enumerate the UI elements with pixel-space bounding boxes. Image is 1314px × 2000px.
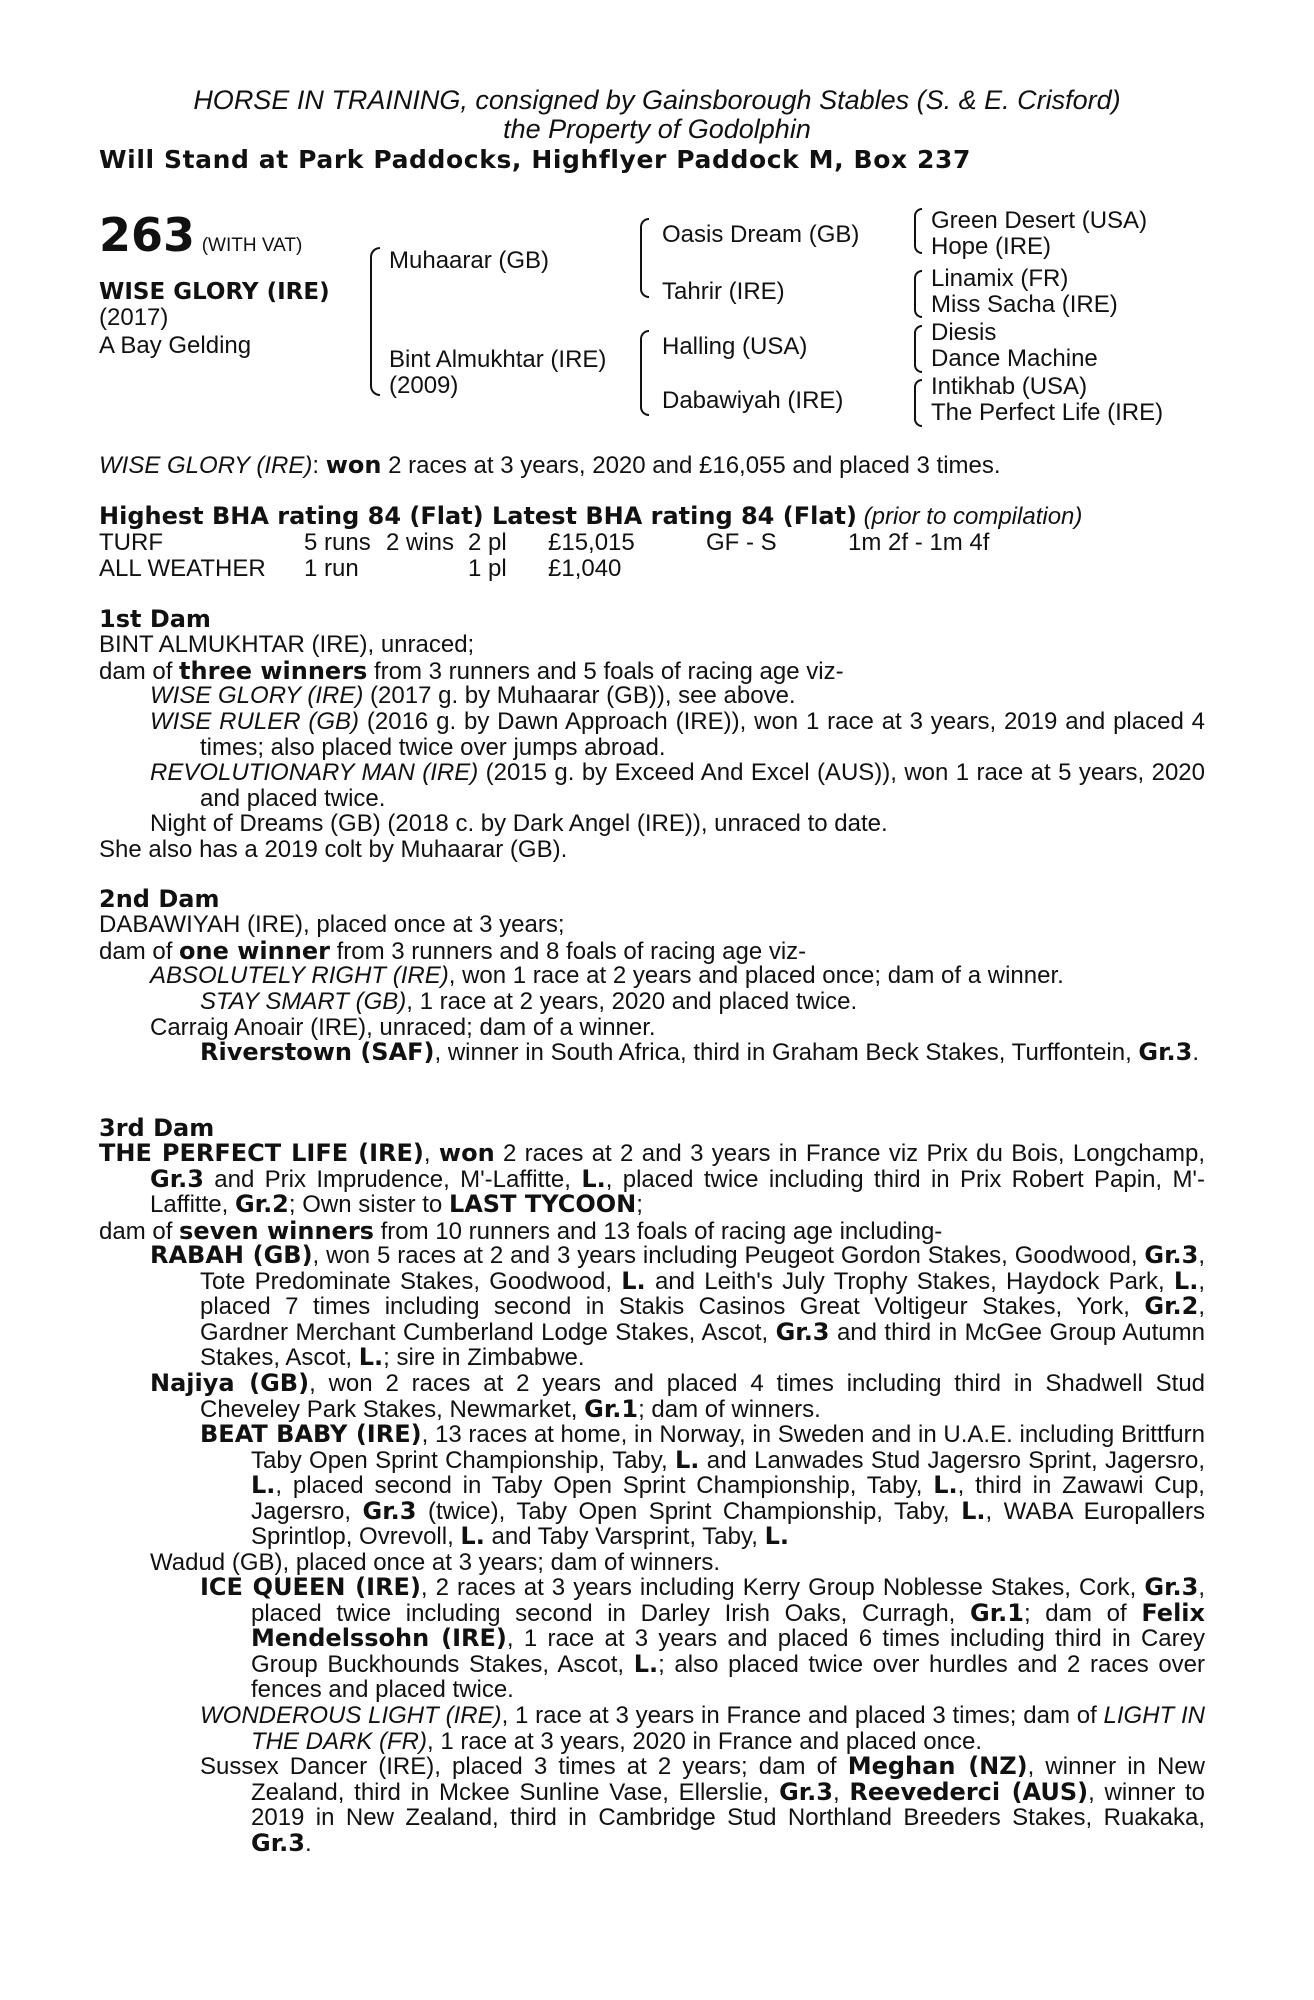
dam2-produce-1: ABSOLUTELY RIGHT (IRE), won 1 race at 2 years and placed once; dam of a winner.	[150, 962, 1064, 989]
pedigree-dam: Bint Almukhtar (IRE)	[389, 346, 607, 373]
pedigree-dam-year: (2009)	[389, 372, 459, 399]
dam3-produce-beat-baby: BEAT BABY (IRE), 13 races at home, in Norway, in Sweden and in U.A.E. including Brittfurn Taby Open Sprint Championship, Taby, L. and Lanwades Stud Jagersro Sprint, Jagersro, L., placed second in Taby Open Sprint Championship, Taby, L., third in Zawawi Cup, Jagersro, Gr.3 (twice), Taby Open Sprint Championship, Taby, L., WABA Europallers Sprintlop, Ovrevoll, L. and Taby Varsprint, Taby, L.	[200, 1420, 1206, 1550]
horse-name: WISE GLORY (IRE)	[99, 279, 330, 305]
stats-turf-wins: 2 wins	[386, 529, 455, 556]
rating-text: Highest BHA rating 84 (Flat) Latest BHA rating 84 (Flat)	[99, 502, 857, 530]
dam3-record: THE PERFECT LIFE (IRE), won 2 races at 2 and 3 years in France viz Prix du Bois, Longchamp, Gr.3 and Prix Imprudence, M'-Laffitte, L., placed twice including third in Prix Robert Papin, M'-Laffitte, Gr.2; Own sister to LAST TYCOON;	[99, 1139, 1206, 1218]
dam3-produce-wonderous-light: WONDEROUS LIGHT (IRE), 1 race at 3 years in France and placed 3 times; dam of LIGHT IN THE DARK (FR), 1 race at 3 years, 2020 in France and placed once.	[200, 1702, 1205, 1755]
summary-horse-name: WISE GLORY (IRE)	[99, 452, 313, 479]
pedigree-sire-dam: Tahrir (IRE)	[662, 278, 785, 305]
header-consignor: HORSE IN TRAINING, consigned by Gainsborough Stables (S. & E. Crisford)	[193, 85, 1121, 115]
stats-aw-runs: 1 run	[304, 555, 359, 582]
pedigree-bracket-1	[914, 208, 922, 254]
lot-block	[99, 210, 302, 260]
dam1-produce-5: She also has a 2019 colt by Muhaarar (GB).	[99, 836, 568, 863]
bha-rating	[99, 503, 1082, 530]
stats-turf-distance: 1m 2f - 1m 4f	[848, 529, 990, 556]
stats-turf-going: GF - S	[706, 529, 777, 556]
dam1-heading: 1st Dam	[99, 605, 211, 633]
race-summary: WISE GLORY (IRE): won 2 races at 3 years, 2020 and £16,055 and placed 3 times.	[99, 451, 1001, 479]
header-location: Will Stand at Park Paddocks, Highflyer Paddock M, Box 237	[99, 145, 972, 174]
pedigree-ggs-6: Dance Machine	[931, 345, 1098, 372]
pedigree-bracket-2	[914, 270, 922, 318]
dam2-heading: 2nd Dam	[99, 885, 220, 913]
dam3-produce-ice-queen: ICE QUEEN (IRE), 2 races at 3 years including Kerry Group Noblesse Stakes, Cork, Gr.3, placed twice including second in Darley Irish Oaks, Curragh, Gr.1; dam of Felix Mendelssohn (IRE), 1 race at 3 years and placed 6 times including third in Carey Group Buckhounds Stakes, Ascot, L.; also placed twice over hurdles and 2 races over fences and placed twice.	[200, 1573, 1206, 1703]
horse-year: (2017)	[99, 304, 169, 331]
pedigree-ggs-1: Green Desert (USA)	[931, 207, 1148, 234]
stats-turf-earnings: £15,015	[548, 529, 635, 556]
pedigree-ggs-3: Linamix (FR)	[931, 265, 1069, 292]
dam3-produce-najiya: Najiya (GB), won 2 races at 2 years and placed 4 times including third in Shadwell Stud Cheveley Park Stakes, Newmarket, Gr.1; dam of winners.	[150, 1369, 1206, 1423]
dam2-produce-2: STAY SMART (GB), 1 race at 2 years, 2020 and placed twice.	[200, 988, 858, 1015]
stats-turf-surface: TURF	[99, 529, 163, 556]
pedigree-ggs-2: Hope (IRE)	[931, 233, 1052, 260]
pedigree-ggs-4: Miss Sacha (IRE)	[931, 291, 1118, 318]
rating-note: (prior to compilation)	[856, 503, 1083, 530]
pedigree-dam-sire: Halling (USA)	[662, 333, 808, 360]
lot-vat: (WITH VAT)	[201, 235, 303, 256]
pedigree-ggs-7: Intikhab (USA)	[931, 373, 1088, 400]
stats-aw-earnings: £1,040	[548, 555, 622, 582]
dam3-produce-sussex-dancer: Sussex Dancer (IRE), placed 3 times at 2 years; dam of Meghan (NZ), winner in New Zealand, third in Mckee Sunline Vase, Ellerslie, Gr.3, Reevederci (AUS), winner to 2019 in New Zealand, third in Cambridge Stud Northland Breeders Stakes, Ruakaka, Gr.3.	[200, 1752, 1206, 1857]
dam1-produce-4: Night of Dreams (GB) (2018 c. by Dark Angel (IRE)), unraced to date.	[150, 810, 888, 837]
stats-aw-surface: ALL WEATHER	[99, 555, 266, 582]
dam1-line2: dam of three winners from 3 runners and 5 foals of racing age viz-	[99, 657, 844, 685]
stats-turf-runs: 5 runs	[304, 529, 371, 556]
pedigree-bracket-main	[370, 247, 380, 396]
stats-aw-placed: 1 pl	[468, 555, 507, 582]
dam2-produce-3: Carraig Anoair (IRE), unraced; dam of a winner.	[150, 1014, 656, 1041]
lot-number: 263	[99, 208, 196, 262]
pedigree-ggs-8: The Perfect Life (IRE)	[931, 399, 1164, 426]
dam3-produce-summary: dam of seven winners from 10 runners and 13 foals of racing age including-	[99, 1217, 943, 1245]
dam3-produce-wadud: Wadud (GB), placed once at 3 years; dam of winners.	[150, 1549, 721, 1576]
pedigree-sire-sire: Oasis Dream (GB)	[662, 221, 860, 248]
dam2-line2: dam of one winner from 3 runners and 8 foals of racing age viz-	[99, 937, 807, 965]
pedigree-sire: Muhaarar (GB)	[389, 247, 550, 274]
pedigree-ggs-5: Diesis	[931, 319, 997, 346]
dam1-line1: BINT ALMUKHTAR (IRE), unraced;	[99, 631, 475, 658]
dam1-produce-3: REVOLUTIONARY MAN (IRE) (2015 g. by Exceed And Excel (AUS)), won 1 race at 5 years, 2020 and placed twice.	[150, 759, 1205, 812]
dam3-heading: 3rd Dam	[99, 1114, 215, 1142]
dam2-produce-4: Riverstown (SAF), winner in South Africa, third in Graham Beck Stakes, Turffontein, Gr.3.	[200, 1038, 1200, 1066]
summary-won: won	[325, 451, 382, 479]
pedigree-bracket-3	[914, 325, 922, 373]
stats-turf-placed: 2 pl	[468, 529, 507, 556]
dam3-produce-rabah: RABAH (GB), won 5 races at 2 and 3 years including Peugeot Gordon Stakes, Goodwood, Gr.3, Tote Predominate Stakes, Goodwood, L. and Leith's July Trophy Stakes, Haydock Park, L., placed 7 times including second in Stakis Casinos Great Voltigeur Stakes, York, Gr.2, Gardner Merchant Cumberland Lodge Stakes, Ascot, Gr.3 and third in McGee Group Autumn Stakes, Ascot, L.; sire in Zimbabwe.	[150, 1241, 1206, 1371]
header-property: the Property of Godolphin	[503, 114, 811, 144]
pedigree-bracket-4	[914, 379, 922, 427]
dam1-produce-2: WISE RULER (GB) (2016 g. by Dawn Approach (IRE)), won 1 race at 3 years, 2019 and placed 4 times; also placed twice over jumps abroad.	[150, 708, 1205, 761]
dam2-line1: DABAWIYAH (IRE), placed once at 3 years;	[99, 911, 565, 938]
dam1-produce-1: WISE GLORY (IRE) (2017 g. by Muhaarar (GB)), see above.	[150, 682, 796, 709]
pedigree-bracket-dam	[640, 330, 649, 416]
pedigree-bracket-sire	[640, 218, 649, 298]
horse-description: A Bay Gelding	[99, 332, 252, 359]
pedigree-dam-dam: Dabawiyah (IRE)	[662, 387, 844, 414]
